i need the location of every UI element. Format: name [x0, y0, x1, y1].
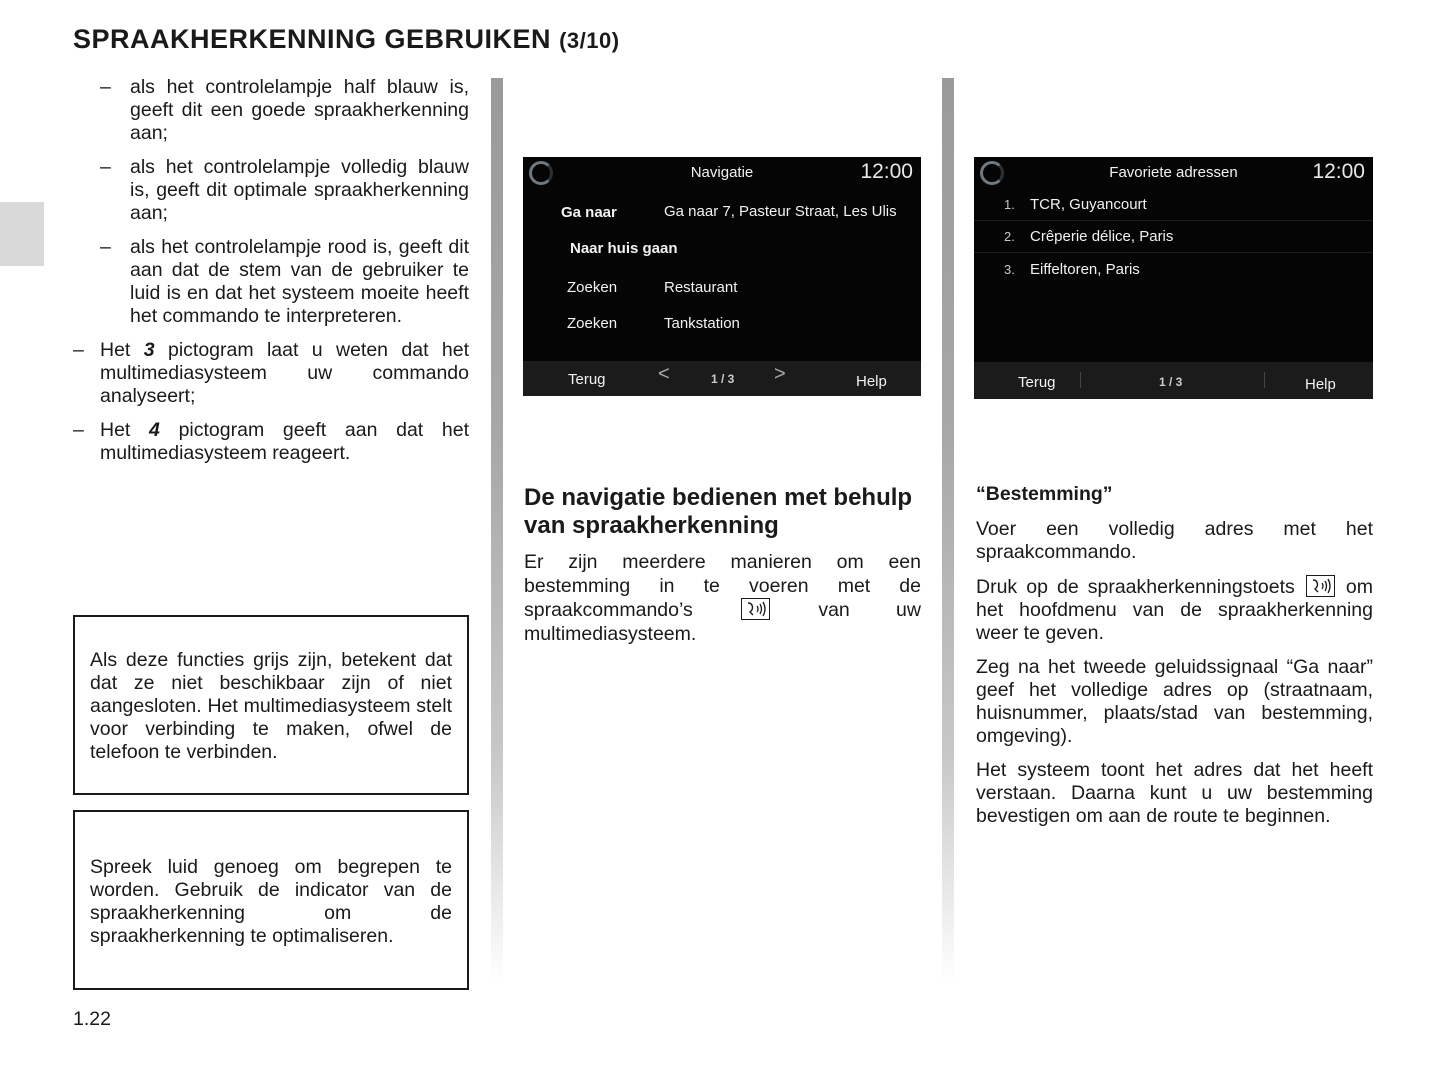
- list-item-text: als het controlelampje volledig blauw is, geeft dit optimale spraakherkenning aan;: [130, 156, 469, 224]
- paragraph: Het systeem toont het adres dat het heeft verstaan. Daarna kunt u uw bestemming bevestigen om aan de route te beginnen.: [976, 759, 1373, 827]
- section-body: Er zijn meerdere manieren om een bestemming in te voeren met de spraakcommando’s van uw multimediasysteem.: [524, 551, 921, 645]
- screen-title: Navigatie: [690, 164, 754, 181]
- list-item-number: 3.: [1004, 262, 1015, 277]
- list-item-text: Eiffeltoren, Paris: [1030, 261, 1140, 278]
- list-item: – als het controlelampje volledig blauw is, geeft dit optimale spraakherkenning aan;: [100, 156, 469, 224]
- note-box: [73, 810, 469, 990]
- menu-item-label[interactable]: Zoeken: [567, 279, 618, 296]
- page-indicator: 1 / 3: [1159, 375, 1183, 389]
- chapter-tab: [0, 202, 44, 266]
- list-item-text: als het controlelampje half blauw is, geeft dit een goede spraakherkenning aan;: [130, 76, 469, 144]
- paragraph: Zeg na het tweede geluidssignaal “Ga naar” geef het volledige adres op (straatnaam, huisnummer, plaats/stad van bestemming, omgeving).: [976, 656, 1373, 747]
- help-button[interactable]: Help: [856, 373, 887, 390]
- menu-item-label[interactable]: Zoeken: [567, 315, 618, 332]
- clock: 12:00: [860, 160, 913, 183]
- note-text: Als deze functies grijs zijn, betekent dat dat ze niet beschikbaar zijn of niet aangesloten. Het multimediasysteem stelt voor verbinding te maken, ofwel de telefoon te verbinden.: [90, 649, 452, 763]
- note-box: [73, 615, 469, 795]
- list-item[interactable]: [974, 189, 1373, 221]
- right-column: [976, 483, 1373, 839]
- menu-item-label[interactable]: Ga naar: [561, 204, 617, 221]
- menu-item-value[interactable]: Tankstation: [664, 315, 740, 332]
- page-title: [73, 24, 620, 55]
- previous-page-button[interactable]: <: [658, 363, 670, 385]
- list-item-number: 2.: [1004, 229, 1015, 244]
- help-button[interactable]: Help: [1305, 376, 1336, 393]
- note-text: Spreek luid genoeg om begrepen te worden. Gebruik de indicator van de spraakherkenning om de spraakherkenning te optimaliseren.: [90, 856, 452, 947]
- left-column: [73, 76, 469, 476]
- voice-command-icon: [1306, 575, 1335, 597]
- menu-item-label[interactable]: Naar huis gaan: [570, 240, 678, 257]
- list-item-text: als het controlelampje rood is, geeft dit aan dat de stem van de gebruiker te luid is en dat het systeem moeite heeft het commando te interpreteren.: [130, 236, 469, 327]
- back-button[interactable]: Terug: [568, 371, 606, 388]
- clock: 12:00: [1312, 160, 1365, 183]
- navigation-screen: [523, 157, 921, 396]
- voice-command-icon: [741, 598, 770, 620]
- paragraph: Druk op de spraakherkenningstoets om het hoofdmenu van de spraakherkenning weer te geven.: [976, 576, 1373, 644]
- list-item: – Het 4 pictogram geeft aan dat het multimediasysteem reageert.: [73, 419, 470, 464]
- screen-header: [523, 157, 921, 189]
- list-item: – als het controlelampje half blauw is, geeft dit een goede spraakherkenning aan;: [100, 76, 469, 144]
- column-separator: [942, 78, 954, 983]
- list-item: – als het controlelampje rood is, geeft dit aan dat de stem van de gebruiker te luid is en dat het systeem moeite heeft het commando te interpreteren.: [100, 236, 469, 327]
- title-text: SPRAAKHERKENNING GEBRUIKEN: [73, 24, 552, 54]
- page-number: 1.22: [73, 1008, 111, 1030]
- back-button[interactable]: Terug: [1018, 374, 1056, 391]
- list-item: – Het 3 pictogram laat u weten dat het multimediasysteem uw commando analyseert;: [73, 339, 469, 407]
- menu-item-value[interactable]: Restaurant: [664, 279, 738, 296]
- menu-item-value[interactable]: Ga naar 7, Pasteur Straat, Les Ulis: [664, 203, 897, 220]
- screen-title: Favoriete adressen: [1109, 164, 1238, 181]
- favorites-screen: [974, 157, 1373, 399]
- screen-footer: [974, 362, 1373, 399]
- next-page-button[interactable]: >: [774, 363, 786, 385]
- footer-divider: [1264, 372, 1265, 388]
- list-item-text: TCR, Guyancourt: [1030, 196, 1147, 213]
- list-item-number: 1.: [1004, 197, 1015, 212]
- footer-divider: [1080, 372, 1081, 388]
- list-item[interactable]: [974, 221, 1373, 253]
- section-heading: De navigatie bedienen met behulp van spraakherkenning: [524, 484, 913, 539]
- paragraph: Voer een volledig adres met het spraakcommando.: [976, 518, 1373, 563]
- pictogram-number: 3: [143, 339, 155, 361]
- column-separator: [491, 78, 503, 983]
- page-indicator: 1 / 3: [711, 372, 735, 386]
- list-item[interactable]: [974, 254, 1373, 286]
- subheading: “Bestemming”: [976, 483, 1113, 505]
- screen-header: [974, 157, 1373, 189]
- pictogram-number: 4: [149, 419, 160, 441]
- list-item-text: Crêperie délice, Paris: [1030, 228, 1174, 245]
- screen-footer: [523, 361, 921, 396]
- title-page-indicator: (3/10): [559, 28, 620, 53]
